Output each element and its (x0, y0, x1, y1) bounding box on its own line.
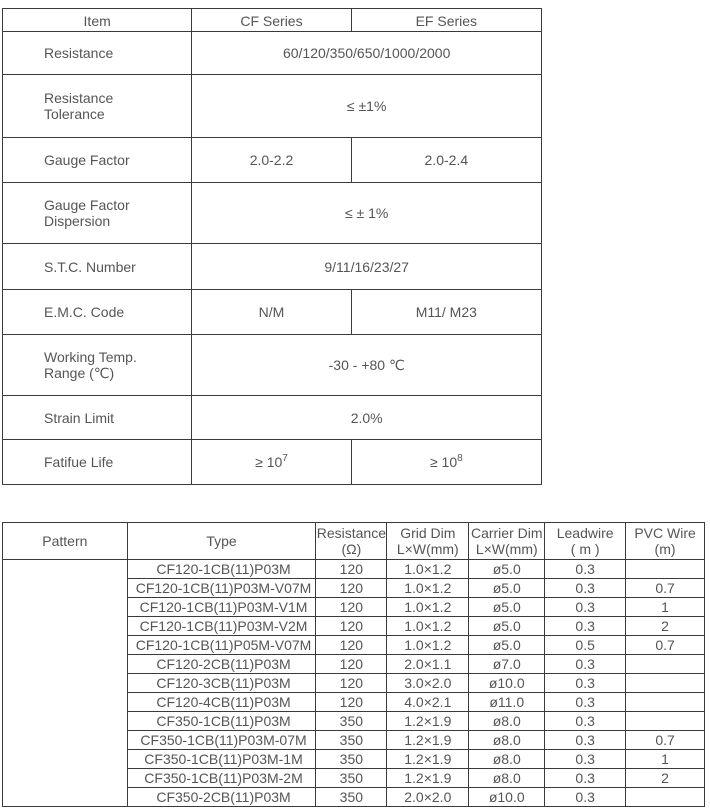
spec-row-working-temp (3, 335, 542, 396)
spec-label: E.M.C. Code (3, 290, 192, 335)
header-type: Type (127, 523, 316, 560)
header-ef-series: EF Series (351, 9, 541, 32)
header-grid-dim-line2: L×W(mm) (396, 541, 459, 557)
header-pvc-wire-line2: (m) (654, 541, 676, 557)
spec-label-text: Working Temp. Range (℃) (44, 348, 137, 381)
carrier-dim-cell: ø8.0 (469, 750, 545, 769)
header-leadwire-line2: ( m ) (570, 541, 600, 557)
resistance-cell: 120 (316, 693, 387, 712)
type-cell: CF120-1CB(11)P03M-V1M (127, 598, 316, 617)
resistance-cell: 120 (316, 674, 387, 693)
spec-value: 60/120/350/650/1000/2000 (192, 32, 542, 75)
leadwire-cell: 0.3 (545, 617, 626, 636)
leadwire-cell: 0.3 (545, 693, 626, 712)
spec-row-strain-limit (3, 396, 542, 440)
spec-value-ef: M11/ M23 (351, 290, 541, 335)
resistance-cell: 120 (316, 598, 387, 617)
grid-dim-cell: 1.0×1.2 (387, 617, 469, 636)
resistance-cell: 350 (316, 731, 387, 750)
spec-table (2, 8, 542, 485)
spec-label (3, 75, 192, 138)
pvc-wire-cell: 2 (626, 769, 705, 788)
grid-dim-cell: 1.2×1.9 (387, 712, 469, 731)
grid-dim-cell: 2.0×2.0 (387, 788, 469, 807)
carrier-dim-cell: ø11.0 (469, 693, 545, 712)
resistance-cell: 120 (316, 579, 387, 598)
spec-value: ≤ ± 1% (192, 183, 542, 244)
pvc-wire-cell: 0.7 (626, 579, 705, 598)
pvc-wire-cell: 0.7 (626, 731, 705, 750)
header-pvc-wire (626, 523, 705, 560)
leadwire-cell: 0.3 (545, 560, 626, 579)
spec-label (3, 335, 192, 396)
resistance-cell: 350 (316, 788, 387, 807)
carrier-dim-cell: ø5.0 (469, 636, 545, 655)
spec-row-fatigue-life (3, 440, 542, 485)
type-cell: CF120-2CB(11)P03M (127, 655, 316, 674)
type-cell: CF120-1CB(11)P03M-V2M (127, 617, 316, 636)
spec-value-cf: 2.0-2.2 (192, 138, 351, 183)
type-cell: CF120-4CB(11)P03M (127, 693, 316, 712)
header-leadwire (545, 523, 626, 560)
type-cell: CF120-1CB(11)P03M-V07M (127, 579, 316, 598)
carrier-dim-cell: ø10.0 (469, 788, 545, 807)
header-grid-dim (387, 523, 469, 560)
pattern-cell (3, 560, 128, 807)
leadwire-cell: 0.5 (545, 636, 626, 655)
leadwire-cell: 0.3 (545, 731, 626, 750)
type-cell: CF350-1CB(11)P03M-1M (127, 750, 316, 769)
leadwire-cell: 0.3 (545, 712, 626, 731)
spec-label (3, 183, 192, 244)
product-table (2, 522, 705, 807)
grid-dim-cell: 1.2×1.9 (387, 769, 469, 788)
spec-row-gauge-factor (3, 138, 542, 183)
spec-header-row (3, 9, 542, 32)
type-cell: CF120-1CB(11)P05M-V07M (127, 636, 316, 655)
carrier-dim-cell: ø5.0 (469, 560, 545, 579)
carrier-dim-cell: ø7.0 (469, 655, 545, 674)
pvc-wire-cell (626, 693, 705, 712)
header-resistance (316, 523, 387, 560)
resistance-cell: 120 (316, 655, 387, 674)
spec-label: Fatifue Life (3, 440, 192, 485)
grid-dim-cell: 1.2×1.9 (387, 731, 469, 750)
fatigue-base-ef: ≥ 10 (429, 454, 458, 470)
pvc-wire-cell (626, 674, 705, 693)
spec-value-ef: 2.0-2.4 (351, 138, 541, 183)
header-carrier-dim-line1: Carrier Dim (470, 525, 543, 541)
pvc-wire-cell (626, 788, 705, 807)
spec-row-stc-number (3, 244, 542, 290)
resistance-cell: 120 (316, 617, 387, 636)
carrier-dim-cell: ø5.0 (469, 598, 545, 617)
pvc-wire-cell (626, 712, 705, 731)
product-header-row (3, 523, 705, 560)
spec-value-cf (192, 440, 351, 485)
leadwire-cell: 0.3 (545, 788, 626, 807)
pvc-wire-cell: 2 (626, 617, 705, 636)
resistance-cell: 350 (316, 712, 387, 731)
header-carrier-dim (469, 523, 545, 560)
grid-dim-cell: 1.0×1.2 (387, 579, 469, 598)
type-cell: CF350-1CB(11)P03M-07M (127, 731, 316, 750)
resistance-cell: 350 (316, 750, 387, 769)
spec-row-emc-code (3, 290, 542, 335)
spec-value: -30 - +80 ℃ (192, 335, 542, 396)
pvc-wire-cell: 1 (626, 598, 705, 617)
header-item: Item (3, 9, 192, 32)
pvc-wire-cell: 0.7 (626, 636, 705, 655)
leadwire-cell: 0.3 (545, 769, 626, 788)
header-leadwire-line1: Leadwire (556, 525, 614, 541)
header-cf-series: CF Series (192, 9, 351, 32)
spec-value: 9/11/16/23/27 (192, 244, 542, 290)
spec-label-text: Resistance Tolerance (44, 90, 114, 122)
header-carrier-dim-line2: L×W(mm) (475, 541, 538, 557)
fatigue-exponent-ef: 8 (457, 453, 463, 464)
spec-label: Strain Limit (3, 396, 192, 440)
grid-dim-cell: 1.0×1.2 (387, 598, 469, 617)
leadwire-cell: 0.3 (545, 598, 626, 617)
carrier-dim-cell: ø8.0 (469, 712, 545, 731)
fatigue-base-cf: ≥ 10 (255, 454, 283, 470)
spec-label: Gauge Factor (3, 138, 192, 183)
spec-value-ef (351, 440, 541, 485)
carrier-dim-cell: ø5.0 (469, 617, 545, 636)
carrier-dim-cell: ø8.0 (469, 769, 545, 788)
header-resistance-line1: Resistance (316, 525, 386, 541)
leadwire-cell: 0.3 (545, 674, 626, 693)
leadwire-cell: 0.3 (545, 750, 626, 769)
header-resistance-line2: (Ω) (341, 541, 362, 557)
table-row (3, 560, 705, 579)
grid-dim-cell: 3.0×2.0 (387, 674, 469, 693)
pvc-wire-cell (626, 560, 705, 579)
type-cell: CF120-3CB(11)P03M (127, 674, 316, 693)
pvc-wire-cell: 1 (626, 750, 705, 769)
grid-dim-cell: 1.0×1.2 (387, 560, 469, 579)
resistance-cell: 120 (316, 636, 387, 655)
spec-row-resistance-tolerance (3, 75, 542, 138)
spec-table-body (3, 9, 542, 485)
type-cell: CF350-2CB(11)P03M (127, 788, 316, 807)
leadwire-cell: 0.3 (545, 579, 626, 598)
carrier-dim-cell: ø8.0 (469, 731, 545, 750)
spec-label-text: Gauge Factor Dispersion (44, 197, 130, 229)
grid-dim-cell: 1.2×1.9 (387, 750, 469, 769)
spec-row-gauge-factor-dispersion (3, 183, 542, 244)
type-cell: CF120-1CB(11)P03M (127, 560, 316, 579)
grid-dim-cell: 4.0×2.1 (387, 693, 469, 712)
spec-value: 2.0% (192, 396, 542, 440)
header-pattern: Pattern (3, 523, 128, 560)
type-cell: CF350-1CB(11)P03M (127, 712, 316, 731)
header-pvc-wire-line1: PVC Wire (634, 525, 696, 541)
carrier-dim-cell: ø10.0 (469, 674, 545, 693)
type-cell: CF350-1CB(11)P03M-2M (127, 769, 316, 788)
header-grid-dim-line1: Grid Dim (400, 525, 456, 541)
grid-dim-cell: 2.0×1.1 (387, 655, 469, 674)
spec-value-cf: N/M (192, 290, 351, 335)
spec-label: S.T.C. Number (3, 244, 192, 290)
pvc-wire-cell (626, 655, 705, 674)
resistance-cell: 120 (316, 560, 387, 579)
carrier-dim-cell: ø5.0 (469, 579, 545, 598)
spec-label: Resistance (3, 32, 192, 75)
leadwire-cell: 0.3 (545, 655, 626, 674)
fatigue-exponent-cf: 7 (282, 453, 288, 464)
spec-row-resistance (3, 32, 542, 75)
product-table-body (3, 523, 705, 807)
resistance-cell: 350 (316, 769, 387, 788)
grid-dim-cell: 1.0×1.2 (387, 636, 469, 655)
spec-value: ≤ ±1% (192, 75, 542, 138)
